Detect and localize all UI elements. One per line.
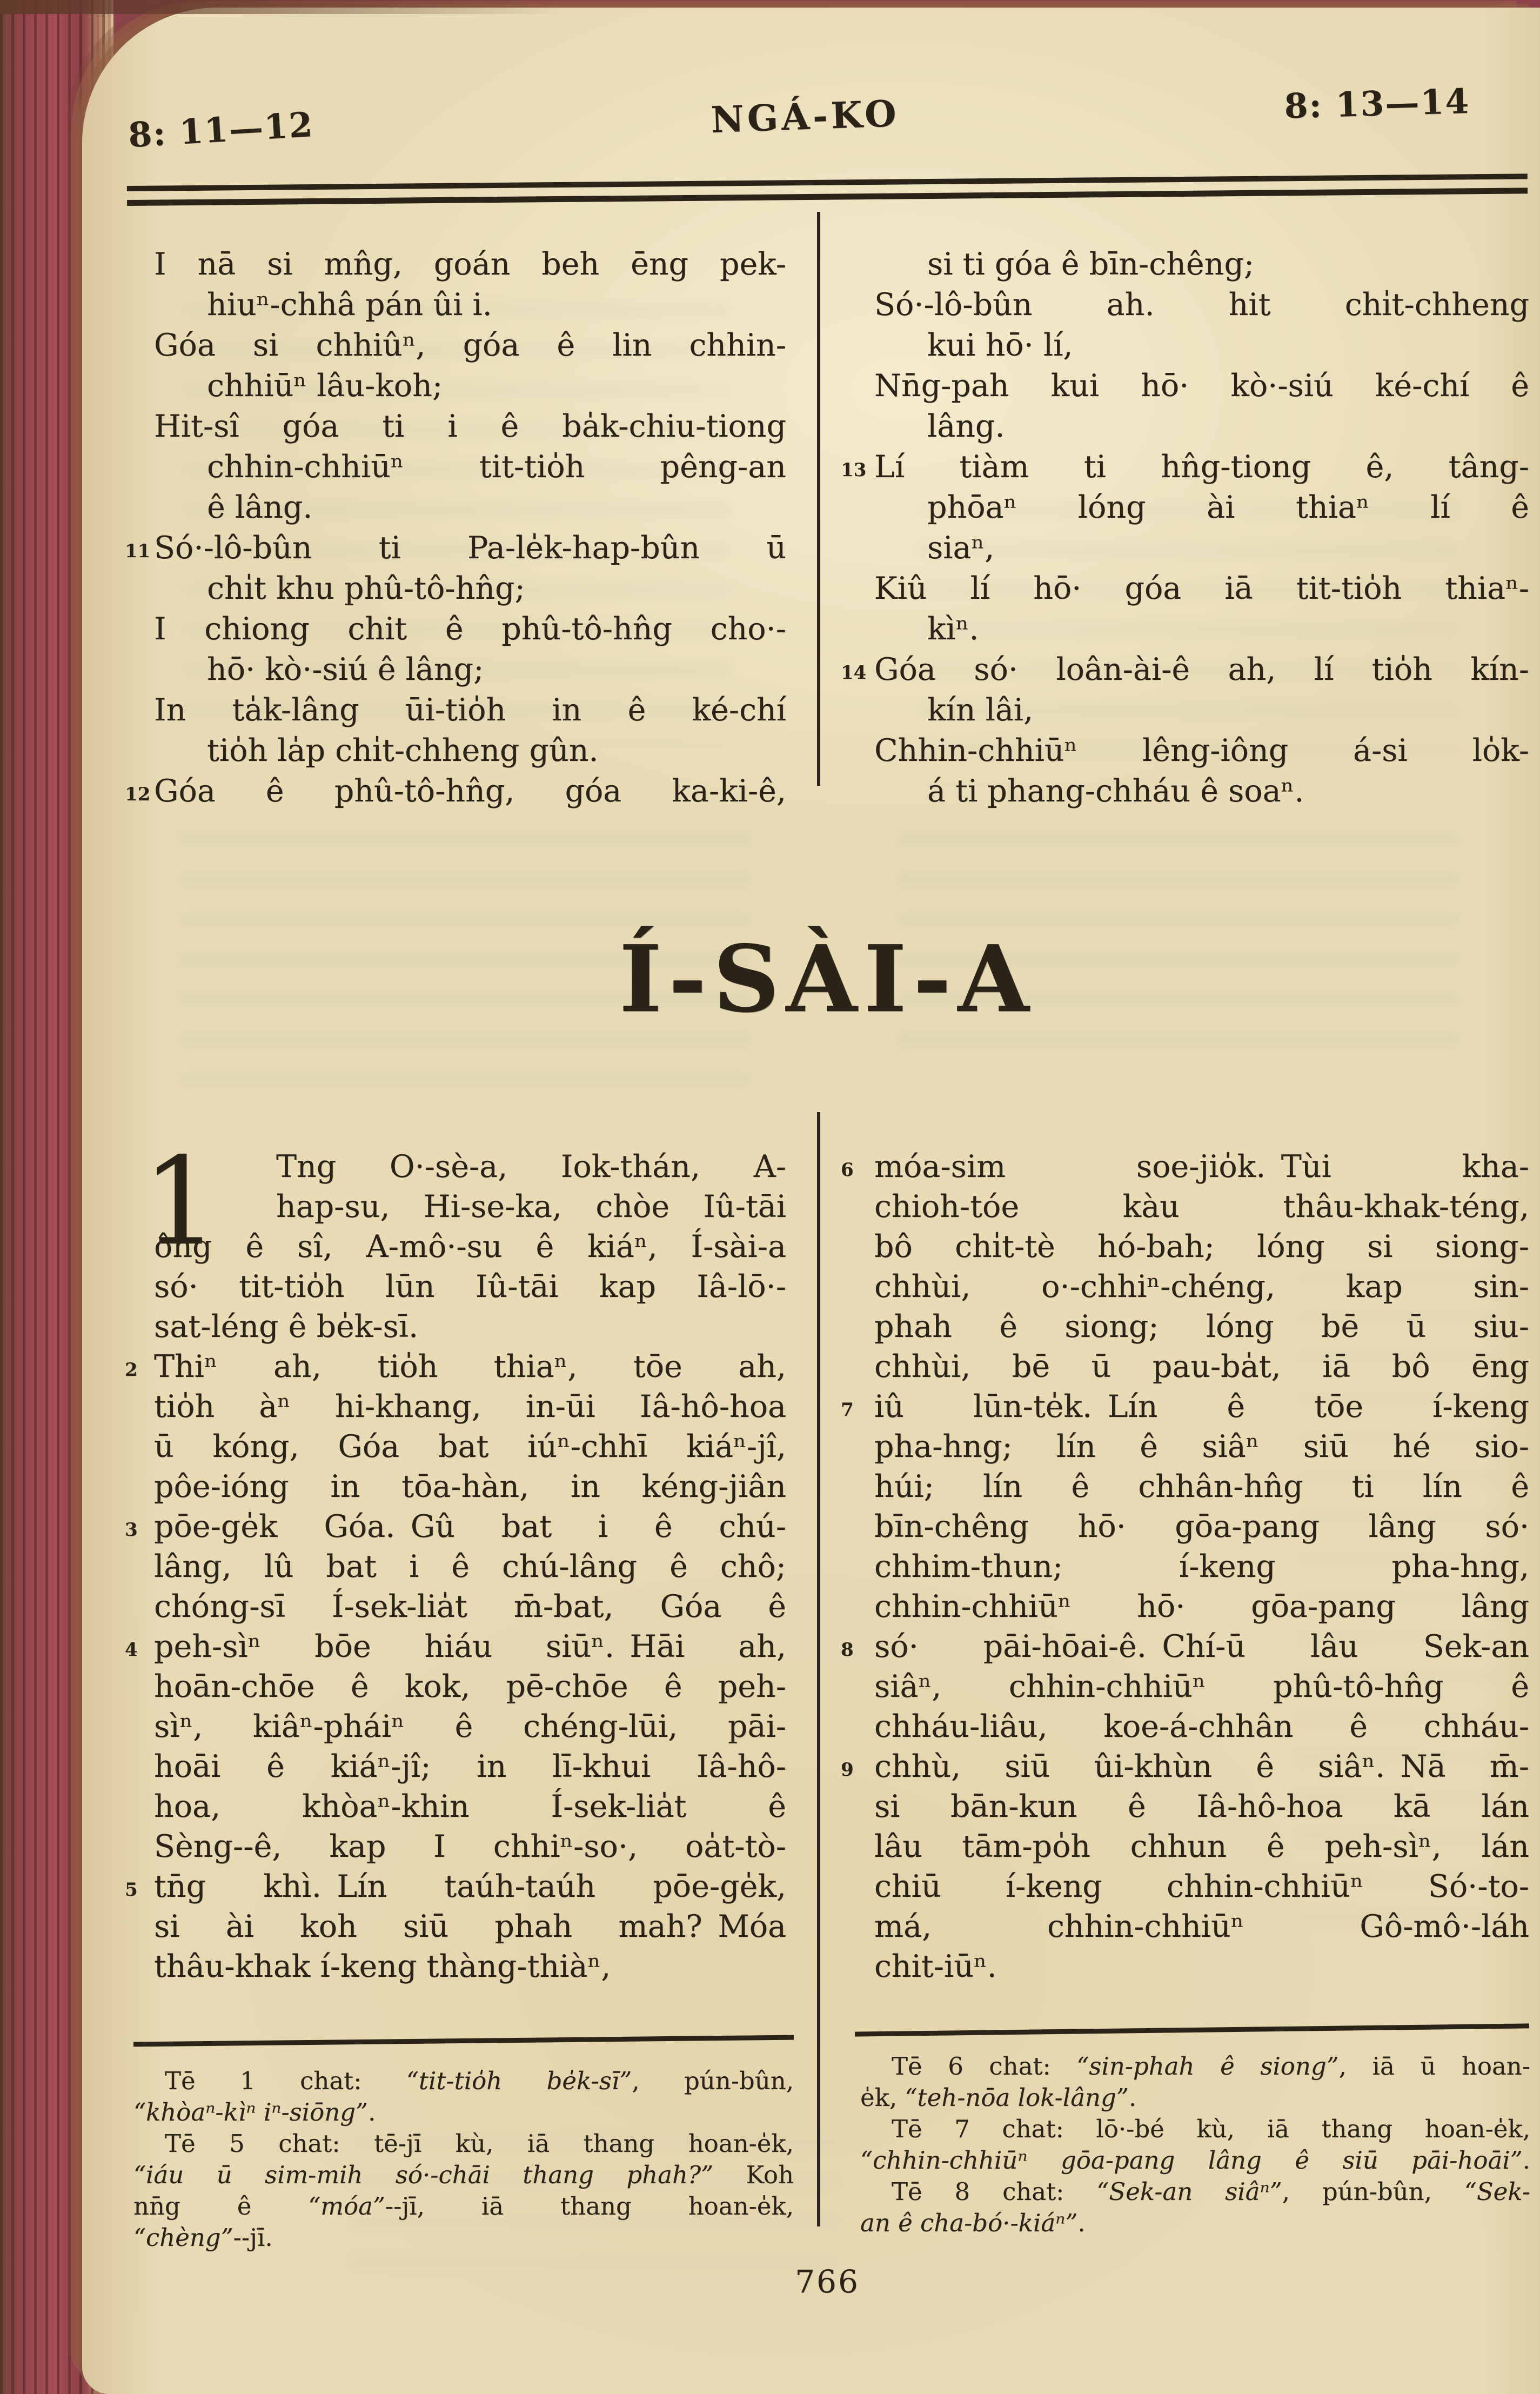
verse-number: 11 bbox=[125, 540, 151, 562]
verse-line: chhùi, o·-chhiⁿ-chéng, kap sin- bbox=[874, 1269, 1529, 1305]
footnote-text: , pún-bûn, bbox=[632, 2067, 794, 2095]
verse-line: chi̍t khu phû-tô-hn̂g; bbox=[207, 571, 525, 606]
verse-column-right bbox=[841, 244, 1529, 812]
verse-line: si ti góa ê bīn-chêng; bbox=[927, 246, 1255, 282]
verse-line: chhiūⁿ lâu-koh; bbox=[207, 368, 443, 404]
verse-line: thâu-khak í-keng thàng-thiàⁿ, bbox=[154, 1949, 611, 1984]
verse-line: hoa, khòaⁿ-khin Í-sek-lia̍t ê bbox=[154, 1789, 786, 1824]
verse-number: 7 bbox=[841, 1399, 854, 1421]
verse-line: chháu-liâu, koe-á-chhân ê chháu- bbox=[874, 1709, 1529, 1744]
verse-line: si bān-kun ê Iâ-hô-hoa kā lán bbox=[874, 1789, 1529, 1824]
footnote-line bbox=[133, 2222, 794, 2253]
verse-line: 14 Góa só· loân-ài-ê ah, lí tio̍h kín- bbox=[874, 650, 1529, 690]
footnote-text: Koh bbox=[713, 2161, 794, 2189]
column-divider-upper bbox=[817, 212, 820, 786]
verse-line: 6 móa-sim soe-jio̍k. Tùi kha- bbox=[874, 1147, 1529, 1187]
verse-number: 4 bbox=[125, 1639, 138, 1661]
italic-quotation: “khòaⁿ-kìⁿ iⁿ-siōng” bbox=[133, 2098, 369, 2126]
verse-line: hō· kò·-siú ê lâng; bbox=[207, 652, 484, 687]
verse-line: chhim-thun; í-keng pha-hng, bbox=[874, 1549, 1529, 1584]
verse-line: bô chi̍t-tè hó-bah; lóng si siong- bbox=[874, 1229, 1529, 1265]
footnote-line bbox=[133, 2065, 794, 2097]
verse-line: 2 Thiⁿ ah, tio̍h thiaⁿ, tōe ah, bbox=[154, 1347, 786, 1387]
verse-line: ū kóng, Góa bat iúⁿ-chhī kiáⁿ-jî, bbox=[154, 1429, 786, 1465]
verse-line: I chiong chit ê phû-tô-hn̂g cho·- bbox=[154, 611, 786, 647]
italic-quotation: “teh-nōa lok-lâng” bbox=[905, 2083, 1129, 2112]
verse-line: chhùi, bē ū pau-ba̍t, iā bô ēng bbox=[874, 1349, 1529, 1385]
footnote-text: --jī, iā thang hoan-e̍k, bbox=[385, 2192, 794, 2221]
footnote-text: Tē 6 chat: bbox=[892, 2052, 1077, 2081]
verse-line: só· tit-tio̍h lūn Iû-tāi kap Iâ-lō·- bbox=[154, 1269, 786, 1305]
verse-line: 12 Góa ê phû-tô-hn̂g, góa ka-ki-ê, bbox=[154, 771, 786, 812]
footnote-line bbox=[133, 2191, 794, 2222]
verse-line: ông ê sî, A-mô·-su ê kiáⁿ, Í-sài-a bbox=[154, 1229, 786, 1265]
footnote-text: , pún-bûn, bbox=[1282, 2177, 1464, 2206]
verse-line: 3 pōe-ge̍k Góa. Gû bat i ê chú- bbox=[154, 1507, 786, 1547]
verse-line: hiuⁿ-chhâ pán ûi i. bbox=[207, 287, 492, 323]
verse-line: lâng. bbox=[927, 409, 1005, 444]
verse-number: 8 bbox=[841, 1639, 854, 1661]
footnote-line bbox=[133, 2128, 794, 2159]
footnote-text: , iā ū hoan- bbox=[1338, 2052, 1530, 2081]
verse-line: húi; lín ê chhân-hn̂g ti lín ê bbox=[874, 1469, 1529, 1504]
verse-line: Só·-lô-bûn ah. hit chi̍t-chheng bbox=[874, 287, 1529, 323]
verse-line: á ti phang-chháu ê soaⁿ. bbox=[927, 773, 1304, 809]
verse-line: 8 só· pāi-hōai-ê. Chí-ū lâu Sek-an bbox=[874, 1627, 1529, 1667]
italic-quotation: “sin-phah ê siong” bbox=[1076, 2052, 1339, 2081]
verse-line: ê lâng. bbox=[207, 490, 313, 525]
footnote-text: Tē 8 chat: bbox=[892, 2177, 1097, 2206]
footnote-line bbox=[860, 2051, 1530, 2082]
verse-number: 2 bbox=[125, 1359, 138, 1381]
verse-line: hap-su, Hi-se-ka, chòe Iû-tāi bbox=[276, 1189, 786, 1225]
verse-line: siâⁿ, chhin-chhiūⁿ phû-tô-hn̂g ê bbox=[874, 1669, 1529, 1704]
italic-quotation: “chhin-chhiūⁿ gōa-pang lâng ê siū pāi-hoāi” bbox=[860, 2146, 1523, 2175]
verse-line: siaⁿ, bbox=[927, 530, 995, 566]
verse-line: chhin-chhiūⁿ hō· gōa-pang lâng bbox=[874, 1589, 1529, 1624]
italic-quotation: “Sek-an siâⁿ” bbox=[1096, 2177, 1282, 2206]
chapter-column-right bbox=[841, 1147, 1529, 1987]
verse-line: I nā si mn̂g, goán beh ēng pek- bbox=[154, 246, 786, 282]
verse-line: 9 chhù, siū ûi-khùn ê siâⁿ. Nā m̄- bbox=[874, 1747, 1529, 1787]
verse-line: lâu tām-po̍h chhun ê peh-sìⁿ, lán bbox=[874, 1829, 1529, 1864]
verse-line: pha-hng; lín ê siâⁿ siū hé sio- bbox=[874, 1429, 1529, 1465]
verse-line: 7 iû lūn-te̍k. Lín ê tōe í-keng bbox=[874, 1387, 1529, 1427]
verse-line: Sèng--ê, kap I chhiⁿ-so·, oa̍t-tò- bbox=[154, 1829, 786, 1864]
footnote-text: --jī. bbox=[233, 2223, 273, 2252]
verse-line: chit-iūⁿ. bbox=[874, 1949, 997, 1984]
footnote-text: nn̄g ê bbox=[133, 2192, 309, 2221]
verse-line: tio̍h àⁿ hi-khang, in-ūi Iâ-hô-hoa bbox=[154, 1389, 786, 1425]
verse-line: Kiû lí hō· góa iā tit-tio̍h thiaⁿ- bbox=[874, 571, 1529, 606]
book-top-edge bbox=[0, 0, 756, 14]
verse-line: 11 Só·-lô-bûn ti Pa-le̍k-hap-bûn ū bbox=[154, 528, 786, 569]
verse-line: 13 Lí tiàm ti hn̂g-tiong ê, tâng- bbox=[874, 447, 1529, 487]
italic-quotation: “chèng” bbox=[133, 2223, 233, 2252]
footnote-line bbox=[133, 2159, 794, 2191]
book-title: Í-SÀI-A bbox=[619, 925, 1036, 1033]
verse-line: hoān-chōe ê kok, pē-chōe ê peh- bbox=[154, 1669, 786, 1704]
footnote-text: . bbox=[368, 2098, 376, 2126]
footnote-line bbox=[860, 2145, 1530, 2176]
footnote-line bbox=[860, 2176, 1530, 2208]
verse-number: 5 bbox=[125, 1879, 138, 1901]
footnote-text: . bbox=[1077, 2209, 1086, 2237]
verse-line: In ta̍k-lâng ūi-tio̍h in ê ké-chí bbox=[154, 692, 786, 728]
italic-quotation: “móa” bbox=[308, 2192, 385, 2221]
italic-quotation: an ê cha-bó·-kiáⁿ” bbox=[860, 2209, 1078, 2237]
verse-line: Góa si chhiûⁿ, góa ê lin chhin- bbox=[154, 327, 786, 363]
footnote-text: Tē 5 chat: tē-jī kù, iā thang hoan-e̍k, bbox=[165, 2129, 794, 2158]
verse-line: hoāi ê kiáⁿ-jî; in lī-khui Iâ-hô- bbox=[154, 1749, 786, 1784]
running-head-title: NGÁ-KO bbox=[710, 91, 900, 142]
verse-number: 9 bbox=[841, 1759, 854, 1781]
footnote-line bbox=[860, 2208, 1530, 2239]
verse-line: 5 tn̄g khì. Lín taúh-taúh pōe-ge̍k, bbox=[154, 1867, 786, 1907]
verse-line: chóng-sī Í-sek-lia̍t m̄-bat, Góa ê bbox=[154, 1589, 786, 1624]
footnote-line bbox=[860, 2114, 1530, 2145]
verse-line: kui hō· lí, bbox=[927, 327, 1073, 363]
verse-line: pôe-ióng in tōa-hàn, in kéng-jiân bbox=[154, 1469, 786, 1504]
verse-number: 14 bbox=[841, 662, 867, 684]
footnote-text: e̍k, bbox=[860, 2083, 905, 2112]
footnote-text: Tē 1 chat: bbox=[165, 2067, 406, 2095]
running-head-left: 8: 11—12 bbox=[127, 104, 315, 156]
verse-line: sat-léng ê be̍k-sī. bbox=[154, 1309, 419, 1345]
verse-line: kìⁿ. bbox=[927, 611, 979, 647]
verse-column-left bbox=[125, 244, 786, 812]
column-divider-lower bbox=[817, 1112, 820, 2226]
verse-line: Nn̄g-pah kui hō· kò·-siú ké-chí ê bbox=[874, 368, 1529, 404]
italic-quotation: “Sek- bbox=[1464, 2177, 1530, 2206]
page-number: 766 bbox=[795, 2263, 860, 2300]
footnotes-right bbox=[860, 2051, 1530, 2239]
verse-line: má, chhin-chhiūⁿ Gô-mô·-láh bbox=[874, 1909, 1529, 1944]
footnote-text: . bbox=[1522, 2146, 1530, 2175]
verse-line: 4 peh-sìⁿ bōe hiáu siūⁿ. Hāi ah, bbox=[154, 1627, 786, 1667]
verse-line: kín lâi, bbox=[927, 692, 1034, 728]
footnote-line bbox=[133, 2097, 794, 2128]
verse-line: phah ê siong; lóng bē ū siu- bbox=[874, 1309, 1529, 1345]
italic-quotation: “iáu ū sim-mih só·-chāi thang phah?” bbox=[133, 2161, 714, 2189]
verse-number: 13 bbox=[841, 459, 867, 481]
verse-line: bīn-chêng hō· gōa-pang lâng só· bbox=[874, 1509, 1529, 1544]
verse-line: Hit-sî góa ti i ê ba̍k-chiu-tiong bbox=[154, 409, 786, 444]
verse-line: Tng O·-sè-a, Iok-thán, A- bbox=[276, 1149, 786, 1185]
footnotes-left bbox=[133, 2065, 794, 2253]
verse-number: 3 bbox=[125, 1519, 138, 1541]
verse-line: si ài koh siū phah mah? Móa bbox=[154, 1909, 786, 1944]
running-head-right: 8: 13—14 bbox=[1283, 81, 1470, 126]
footnote-line bbox=[860, 2082, 1530, 2114]
verse-line: lâng, lû bat i ê chú-lâng ê chô; bbox=[154, 1549, 786, 1584]
verse-line: sìⁿ, kiâⁿ-pháiⁿ ê chéng-lūi, pāi- bbox=[154, 1709, 786, 1744]
footnote-text: Tē 7 chat: lō·-bé kù, iā thang hoan-e̍k, bbox=[892, 2115, 1530, 2143]
verse-line: chioh-tóe kàu thâu-khak-téng, bbox=[874, 1189, 1529, 1225]
verse-line: chhin-chhiūⁿ tit-tio̍h pêng-an bbox=[207, 449, 786, 485]
verse-line: phōaⁿ lóng ài thiaⁿ lí ê bbox=[927, 490, 1529, 525]
verse-number: 12 bbox=[125, 784, 151, 805]
verse-line: tio̍h la̍p chi̍t-chheng gûn. bbox=[207, 733, 599, 768]
italic-quotation: “tit-tio̍h be̍k-sī” bbox=[406, 2067, 632, 2095]
chapter-column-left bbox=[125, 1131, 786, 1987]
verse-line: chiū í-keng chhin-chhiūⁿ Só·-to- bbox=[874, 1869, 1529, 1904]
chapter-number-drop-cap: 1 bbox=[142, 1131, 219, 1272]
footnote-text: . bbox=[1128, 2083, 1137, 2112]
verse-number: 6 bbox=[841, 1159, 854, 1181]
verse-line: Chhin-chhiūⁿ lêng-iông á-si lo̍k- bbox=[874, 733, 1529, 768]
